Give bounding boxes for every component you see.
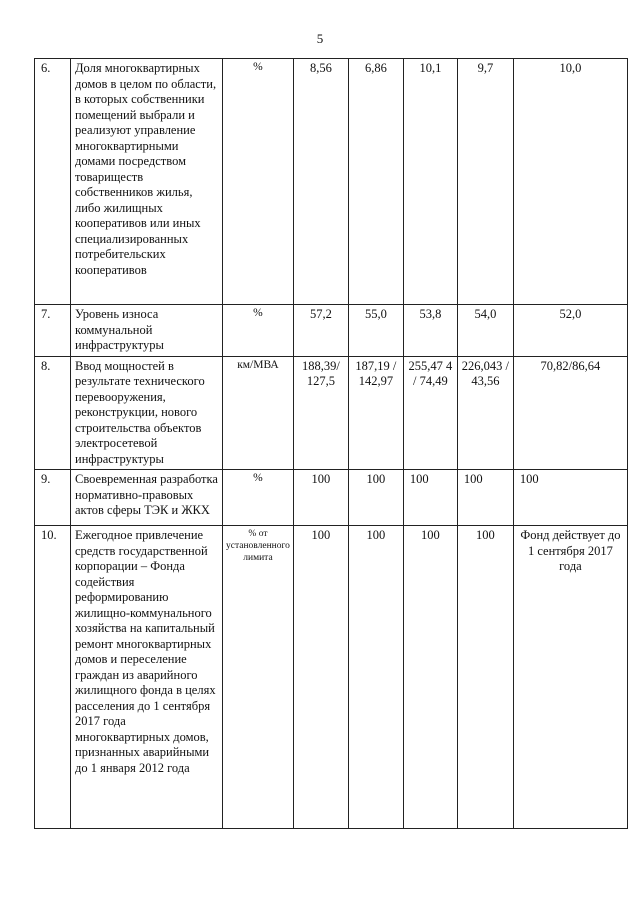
indicator-name: Уровень износа коммунальной инфраструктуры [71,305,223,357]
value-cell: 100 [293,526,348,829]
indicators-table [34,58,628,829]
value-cell: 100 [293,470,348,526]
row-number: 7. [35,305,71,357]
target-value-cell: Фонд действует до 1 сентября 2017 года [513,526,627,829]
value-cell: 57,2 [293,305,348,357]
row-number: 10. [35,526,71,829]
unit-cell: % [223,59,294,305]
value-cell: 187,19 / 142,97 [348,356,403,470]
value-cell: 10,1 [403,59,457,305]
row-number: 6. [35,59,71,305]
value-cell: 100 [457,470,513,526]
indicator-name: Доля многоквартирных домов в целом по области, в которых собственники помещений выбрали и реализуют управление многоквартирными домами посредством товариществ собственников жилья, либо жилищных кооперативов или иных специализированных потребительских кооперативов [71,59,223,305]
unit-cell: % [223,305,294,357]
target-value-cell: 10,0 [513,59,627,305]
value-cell: 100 [348,470,403,526]
table-row [35,526,628,829]
table-row [35,470,628,526]
target-value-cell: 100 [513,470,627,526]
value-cell: 226,043 / 43,56 [457,356,513,470]
value-cell: 6,86 [348,59,403,305]
row-number: 8. [35,356,71,470]
indicator-name: Ежегодное привлечение средств государственной корпорации – Фонда содействия реформированию жилищно-коммунального хозяйства на капитальный ремонт многоквартирных домов и переселение граждан из аварийного жилищного фонда в целях расселения до 1 сентября 2017 года многоквартирных домов, признанных аварийными до 1 января 2012 года [71,526,223,829]
indicator-name: Своевременная разработка нормативно-правовых актов сферы ТЭК и ЖКХ [71,470,223,526]
value-cell: 100 [403,526,457,829]
table-row [35,59,628,305]
value-cell: 53,8 [403,305,457,357]
row-number: 9. [35,470,71,526]
value-cell: 255,47 4 / 74,49 [403,356,457,470]
unit-cell: км/МВА [223,356,294,470]
table-row [35,305,628,357]
page-number: 5 [316,31,324,46]
value-cell: 100 [348,526,403,829]
table-row [35,356,628,470]
value-cell: 54,0 [457,305,513,357]
unit-cell: % [223,470,294,526]
value-cell: 8,56 [293,59,348,305]
indicator-name: Ввод мощностей в результате технического перевооружения, реконструкции, нового строительства объектов электросетевой инфраструктуры [71,356,223,470]
value-cell: 100 [457,526,513,829]
value-cell: 100 [403,470,457,526]
value-cell: 188,39/ 127,5 [293,356,348,470]
value-cell: 55,0 [348,305,403,357]
target-value-cell: 70,82/86,64 [513,356,627,470]
value-cell: 9,7 [457,59,513,305]
unit-cell: % от установленного лимита [223,526,294,829]
target-value-cell: 52,0 [513,305,627,357]
